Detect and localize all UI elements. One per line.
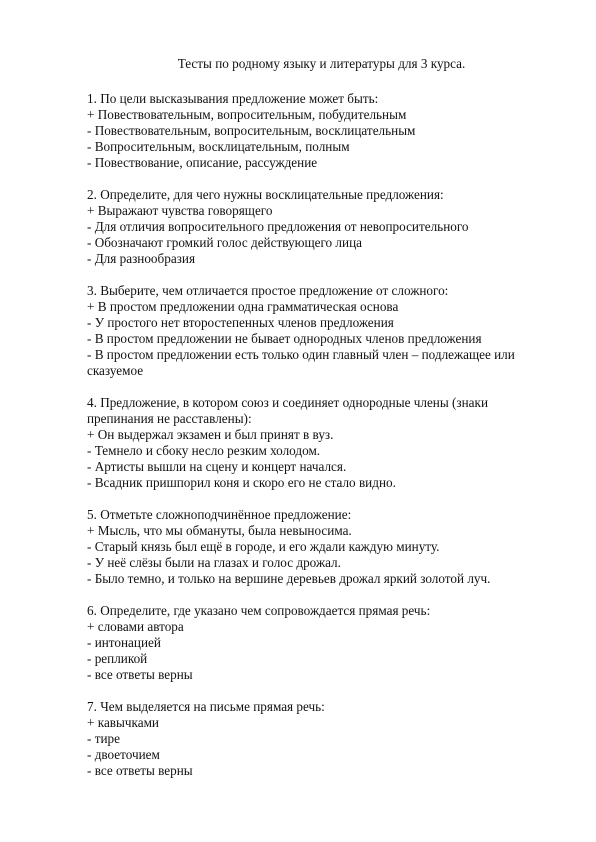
question-text: 2. Определите, для чего нужны восклицательные предложения: (87, 187, 444, 202)
answer-option: - В простом предложении есть только один главный член – подлежащее или сказуемое (87, 347, 515, 378)
answer-option: - Старый князь был ещё в городе, и его ждали каждую минуту. (87, 539, 440, 554)
answer-option: - В простом предложении не бывает однородных членов предложения (87, 331, 482, 346)
answer-list (87, 715, 556, 779)
answer-option: - У неё слёзы были на глазах и голос дрожал. (87, 555, 341, 570)
answer-option: - Повествовательным, вопросительным, восклицательным (87, 123, 416, 138)
answer-option: - Всадник пришпорил коня и скоро его не стало видно. (87, 475, 396, 490)
answer-option: - репликой (87, 651, 148, 666)
answer-option: - все ответы верны (87, 667, 193, 682)
answer-list (87, 203, 556, 267)
answer-option: - все ответы верны (87, 763, 193, 778)
answer-option: + Повествовательным, вопросительным, побудительным (87, 107, 407, 122)
answer-option: + словами автора (87, 619, 184, 634)
question-text: 7. Чем выделяется на письме прямая речь: (87, 699, 325, 714)
answer-list (87, 619, 556, 683)
question-4 (87, 395, 556, 491)
answer-option: - Артисты вышли на сцену и концерт начался. (87, 459, 347, 474)
question-text: 6. Определите, где указано чем сопровождается прямая речь: (87, 603, 431, 618)
answer-option: + Мысль, что мы обмануты, была невыносима. (87, 523, 352, 538)
question-1 (87, 91, 556, 171)
question-3 (87, 283, 556, 379)
answer-option: + Он выдержал экзамен и был принят в вуз. (87, 427, 334, 442)
answer-option: - тире (87, 731, 120, 746)
answer-option: - двоеточием (87, 747, 160, 762)
answer-option: + В простом предложении одна грамматическая основа (87, 299, 399, 314)
answer-list (87, 523, 556, 587)
document-title: Тесты по родному языку и литературы для 3 курса. (177, 56, 466, 71)
question-text: 1. По цели высказывания предложение может быть: (87, 91, 379, 106)
answer-option: - Для разнообразия (87, 251, 196, 266)
answer-list (87, 107, 556, 171)
question-7 (87, 699, 556, 779)
answer-option: - Вопросительным, восклицательным, полным (87, 139, 350, 154)
answer-option: - Было темно, и только на вершине деревьев дрожал яркий золотой луч. (87, 571, 491, 586)
question-5 (87, 507, 556, 587)
answer-option: - интонацией (87, 635, 161, 650)
answer-option: - Для отличия вопросительного предложения от невопросительного (87, 219, 469, 234)
question-text: 3. Выберите, чем отличается простое предложение от сложного: (87, 283, 449, 298)
question-text: 4. Предложение, в котором союз и соединяет однородные члены (знаки препинания не расставлены): (87, 395, 488, 426)
answer-option: - У простого нет второстепенных членов предложения (87, 315, 394, 330)
answer-option: - Темнело и сбоку несло резким холодом. (87, 443, 321, 458)
answer-option: + кавычками (87, 715, 159, 730)
question-2 (87, 187, 556, 267)
question-6 (87, 603, 556, 683)
answer-option: + Выражают чувства говорящего (87, 203, 273, 218)
question-text: 5. Отметьте сложноподчинённое предложение: (87, 507, 352, 522)
answer-option: - Повествование, описание, рассуждение (87, 155, 318, 170)
answer-list (87, 299, 556, 379)
answer-option: - Обозначают громкий голос действующего лица (87, 235, 362, 250)
answer-list (87, 427, 556, 491)
